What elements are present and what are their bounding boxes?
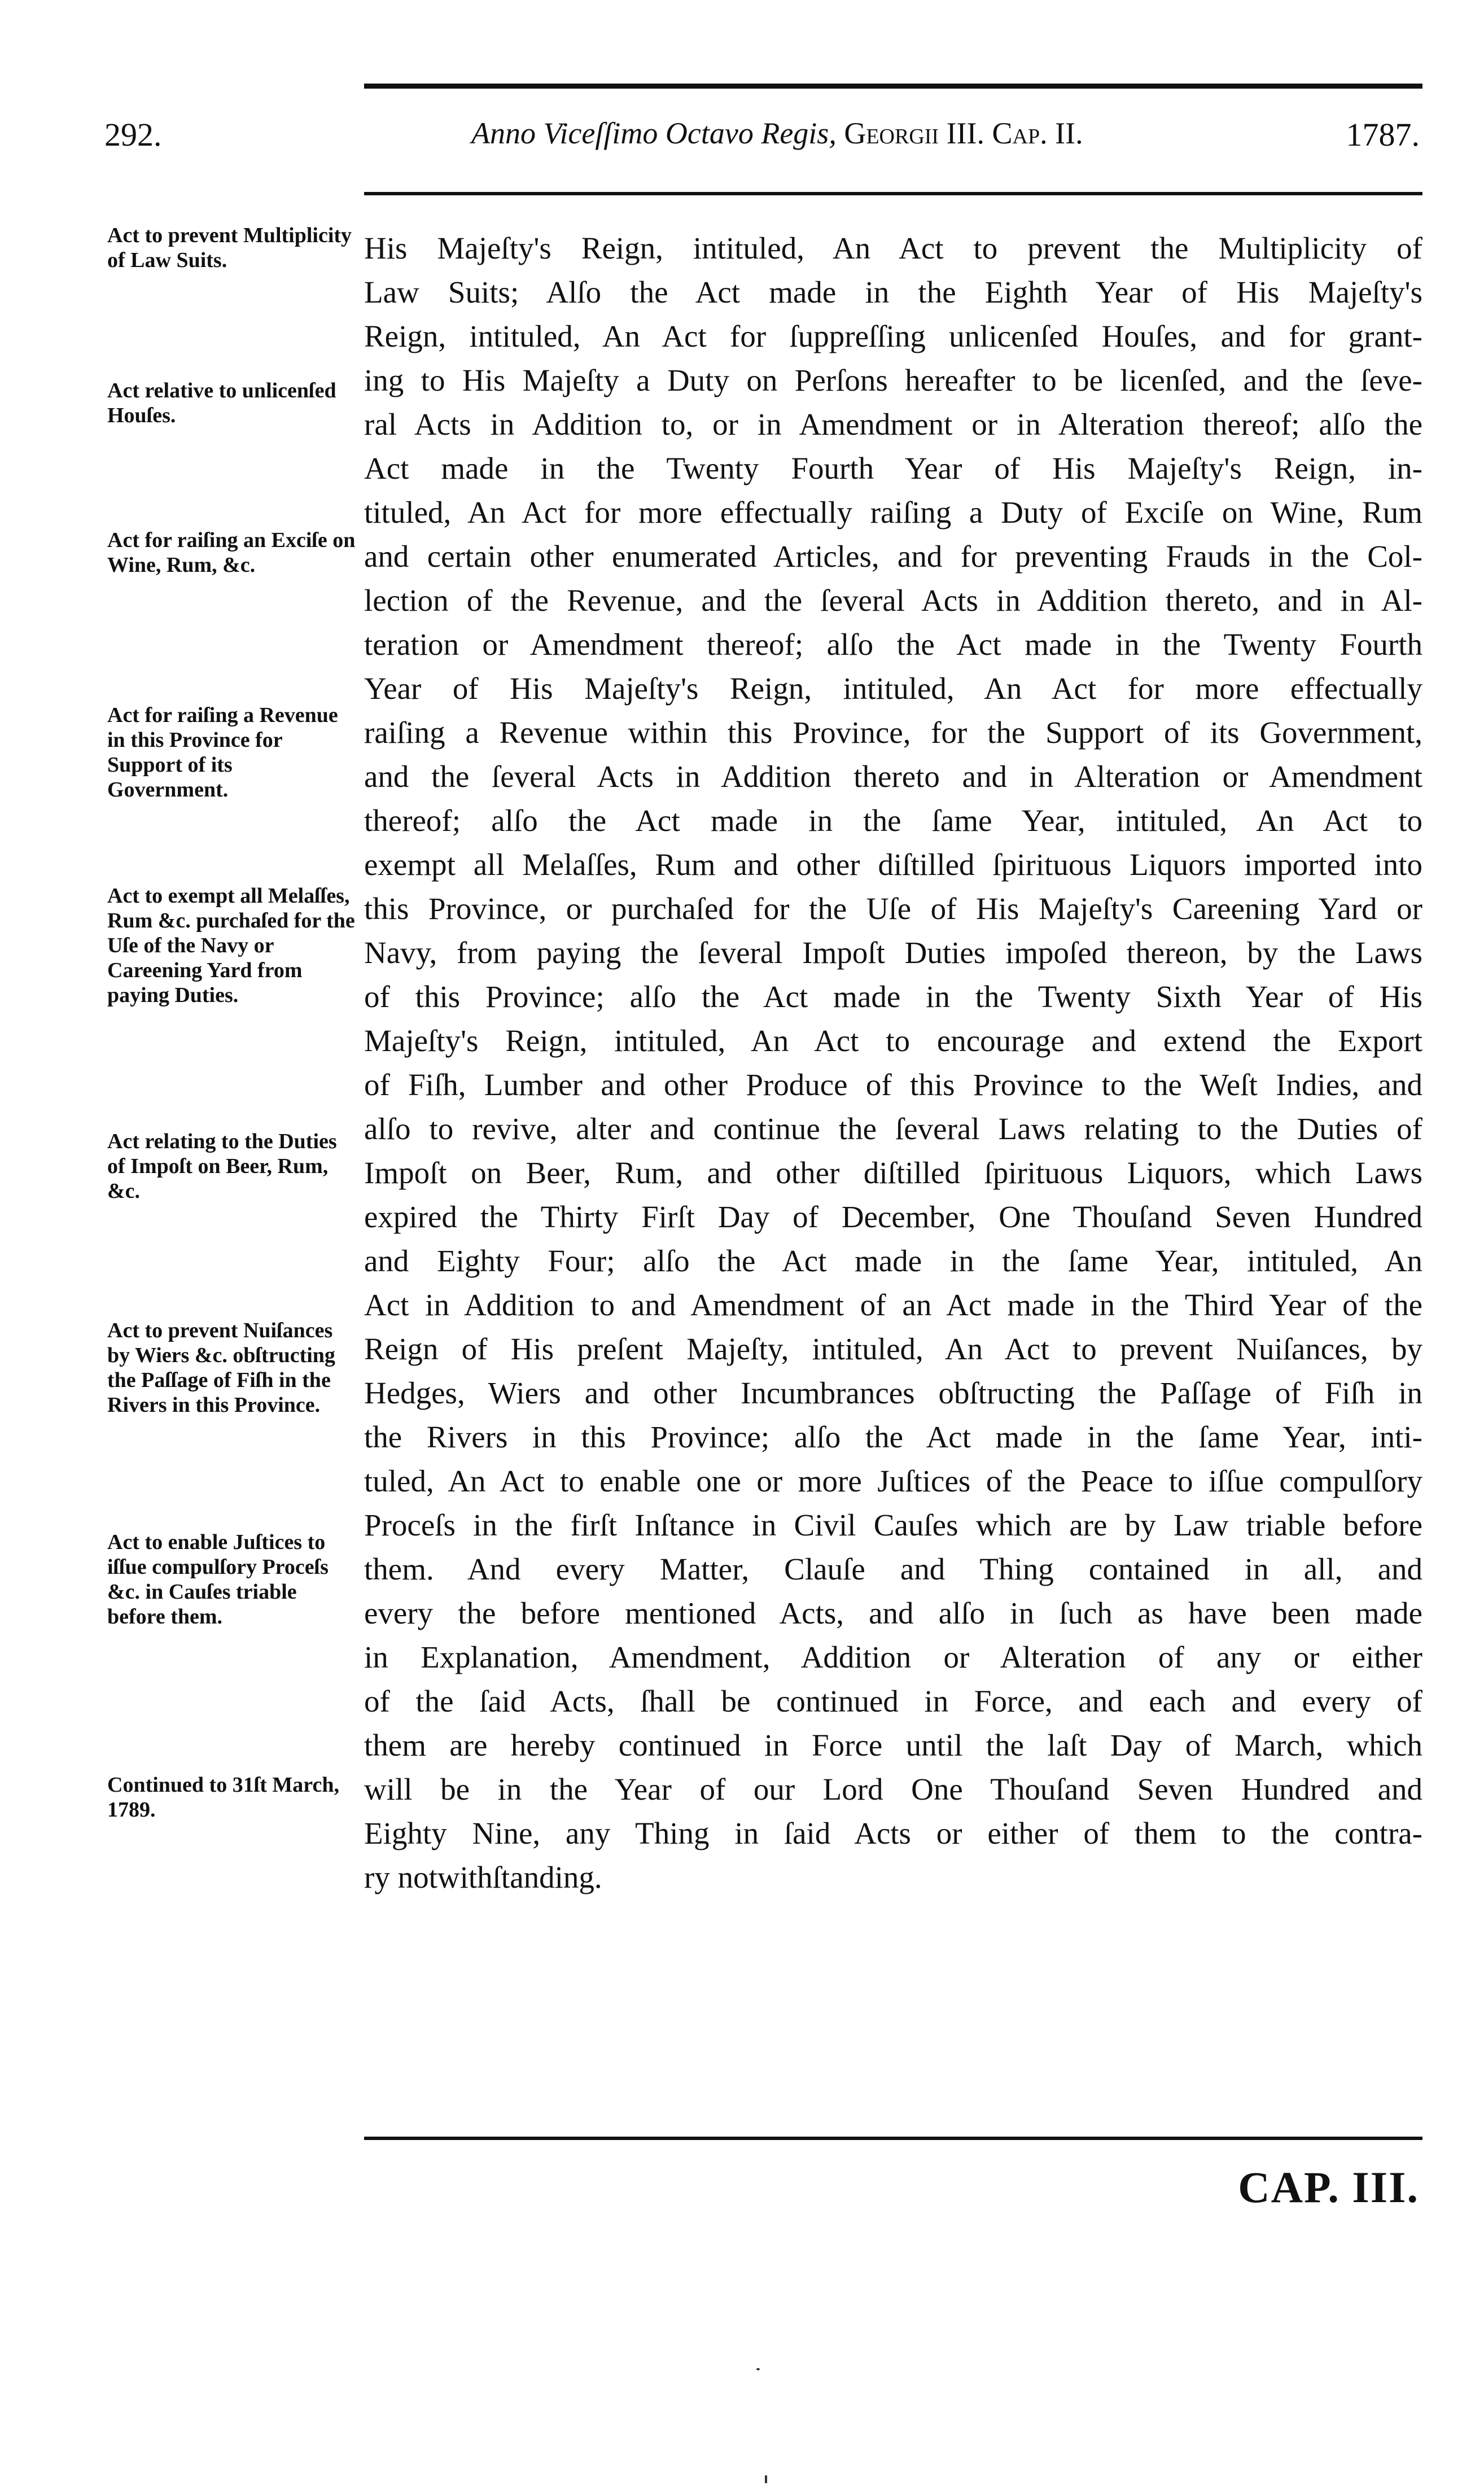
running-year: 1787. xyxy=(1346,116,1420,153)
body-line: of the ſaid Acts, ſhall be continued in Force, and each and every of xyxy=(364,1684,1422,1718)
body-line: every the before mentioned Acts, and alſo in ſuch as have been made xyxy=(364,1596,1422,1630)
margin-note: Act to prevent Multiplicity of Law Suits. xyxy=(107,224,352,272)
body-line: ing to His Majeſty a Duty on Perſons hereafter to be licenſed, and the ſeve- xyxy=(364,363,1422,397)
body-line: teration or Amendment thereof; alſo the Act made in the Twenty Fourth xyxy=(364,627,1422,662)
body-line: raiſing a Revenue within this Province, for the Support of its Government, xyxy=(364,715,1422,750)
body-line: and the ſeveral Acts in Addition thereto and in Alteration or Amendment xyxy=(364,759,1422,794)
body-line: will be in the Year of our Lord One Thouſand Seven Hundred and xyxy=(364,1772,1422,1806)
body-line: ral Acts in Addition to, or in Amendment or in Alteration thereof; alſo the xyxy=(364,407,1422,441)
body-line: Law Suits; Alſo the Act made in the Eighth Year of His Majeſty's xyxy=(364,275,1422,309)
body-line: in Explanation, Amendment, Addition or Alteration of any or either xyxy=(364,1640,1422,1674)
margin-note: Act for raiſing a Revenue in this Province for Support of its Government. xyxy=(107,703,338,802)
top-rule xyxy=(364,84,1422,89)
body-line: the Rivers in this Province; alſo the Act made in the ſame Year, inti- xyxy=(364,1420,1422,1454)
body-line: expired the Thirty Firſt Day of December, One Thouſand Seven Hundred xyxy=(364,1200,1422,1234)
margin-note: Continued to 31ſt March, 1789. xyxy=(107,1773,339,1822)
body-line: tituled, An Act for more effectually raiſing a Duty of Exciſe on Wine, Rum xyxy=(364,495,1422,529)
running-title-chapter: III. Cap. II. xyxy=(946,116,1083,150)
scan-speck xyxy=(756,2368,760,2370)
body-line: Hedges, Wiers and other Incumbrances obſtructing the Paſſage of Fiſh in xyxy=(364,1376,1422,1410)
section-end-rule xyxy=(364,2137,1422,2140)
body-line: them. And every Matter, Clauſe and Thing contained in all, and xyxy=(364,1552,1422,1586)
body-line: them are hereby continued in Force until the laſt Day of March, which xyxy=(364,1728,1422,1762)
running-head xyxy=(104,116,1420,161)
margin-note: Act to exempt all Melaſſes, Rum &c. purchaſed for the Uſe of the Navy or Careening Yard from paying Duties. xyxy=(107,884,355,1007)
page-number: 292. xyxy=(104,116,162,153)
body-line: Reign of His preſent Majeſty, intituled, An Act to prevent Nuiſances, by xyxy=(364,1332,1422,1366)
body-line: Majeſty's Reign, intituled, An Act to encourage and extend the Export xyxy=(364,1023,1422,1058)
margin-note: Act relative to unlicenſed Houſes. xyxy=(107,379,336,427)
body-line: Impoſt on Beer, Rum, and other diſtilled ſpirituous Liquors, which Laws xyxy=(364,1156,1422,1190)
body-line: alſo to revive, alter and continue the ſeveral Laws relating to the Duties of xyxy=(364,1111,1422,1146)
head-rule xyxy=(364,192,1422,195)
running-title-king: Georgii xyxy=(844,116,939,150)
body-line: and certain other enumerated Articles, and for preventing Frauds in the Col- xyxy=(364,539,1422,574)
body-line: exempt all Melaſſes, Rum and other diſtilled ſpirituous Liquors imported into xyxy=(364,847,1422,882)
margin-note: Act relating to the Duties of Impoſt on Beer, Rum, &c. xyxy=(107,1130,337,1203)
body-line: lection of the Revenue, and the ſeveral Acts in Addition thereto, and in Al- xyxy=(364,583,1422,618)
body-line: thereof; alſo the Act made in the ſame Year, intituled, An Act to xyxy=(364,803,1422,838)
body-line: Act made in the Twenty Fourth Year of His Majeſty's Reign, in- xyxy=(364,451,1422,485)
body-line: tuled, An Act to enable one or more Juſtices of the Peace to iſſue compulſory xyxy=(364,1464,1422,1498)
body-line: this Province, or purchaſed for the Uſe of His Majeſty's Careening Yard or xyxy=(364,891,1422,926)
body-line: Reign, intituled, An Act for ſuppreſſing unlicenſed Houſes, and for grant- xyxy=(364,319,1422,353)
margin-note: Act to enable Juſtices to iſſue compulſory Proceſs &c. in Cauſes triable before them. xyxy=(107,1530,329,1629)
body-line: His Majeſty's Reign, intituled, An Act to prevent the Multiplicity of xyxy=(364,231,1422,265)
body-line: ry notwithſtanding. xyxy=(364,1860,602,1894)
body-line: Year of His Majeſty's Reign, intituled, An Act for more effectually xyxy=(364,671,1422,706)
scan-speck xyxy=(765,2475,767,2483)
body-line: of this Province; alſo the Act made in the Twenty Sixth Year of His xyxy=(364,979,1422,1014)
body-line: and Eighty Four; alſo the Act made in the ſame Year, intituled, An xyxy=(364,1244,1422,1278)
body-line: Act in Addition to and Amendment of an Act made in the Third Year of the xyxy=(364,1288,1422,1322)
running-title xyxy=(471,116,1431,151)
body-line: Navy, from paying the ſeveral Impoſt Duties impoſed thereon, by the Laws xyxy=(364,935,1422,970)
running-title-italic: Anno Viceſſimo Octavo Regis, xyxy=(471,116,837,150)
next-chapter-heading: CAP. III. xyxy=(1238,2163,1419,2212)
body-line: Eighty Nine, any Thing in ſaid Acts or either of them to the contra- xyxy=(364,1816,1422,1850)
margin-note: Act for raiſing an Exciſe on Wine, Rum, &c. xyxy=(107,528,356,577)
body-line: of Fiſh, Lumber and other Produce of this Province to the Weſt Indies, and xyxy=(364,1067,1422,1102)
body-line: Proceſs in the firſt Inſtance in Civil Cauſes which are by Law triable before xyxy=(364,1508,1422,1542)
margin-note: Act to prevent Nuiſances by Wiers &c. obſtructing the Paſſage of Fiſh in the Rivers in this Province. xyxy=(107,1319,335,1417)
